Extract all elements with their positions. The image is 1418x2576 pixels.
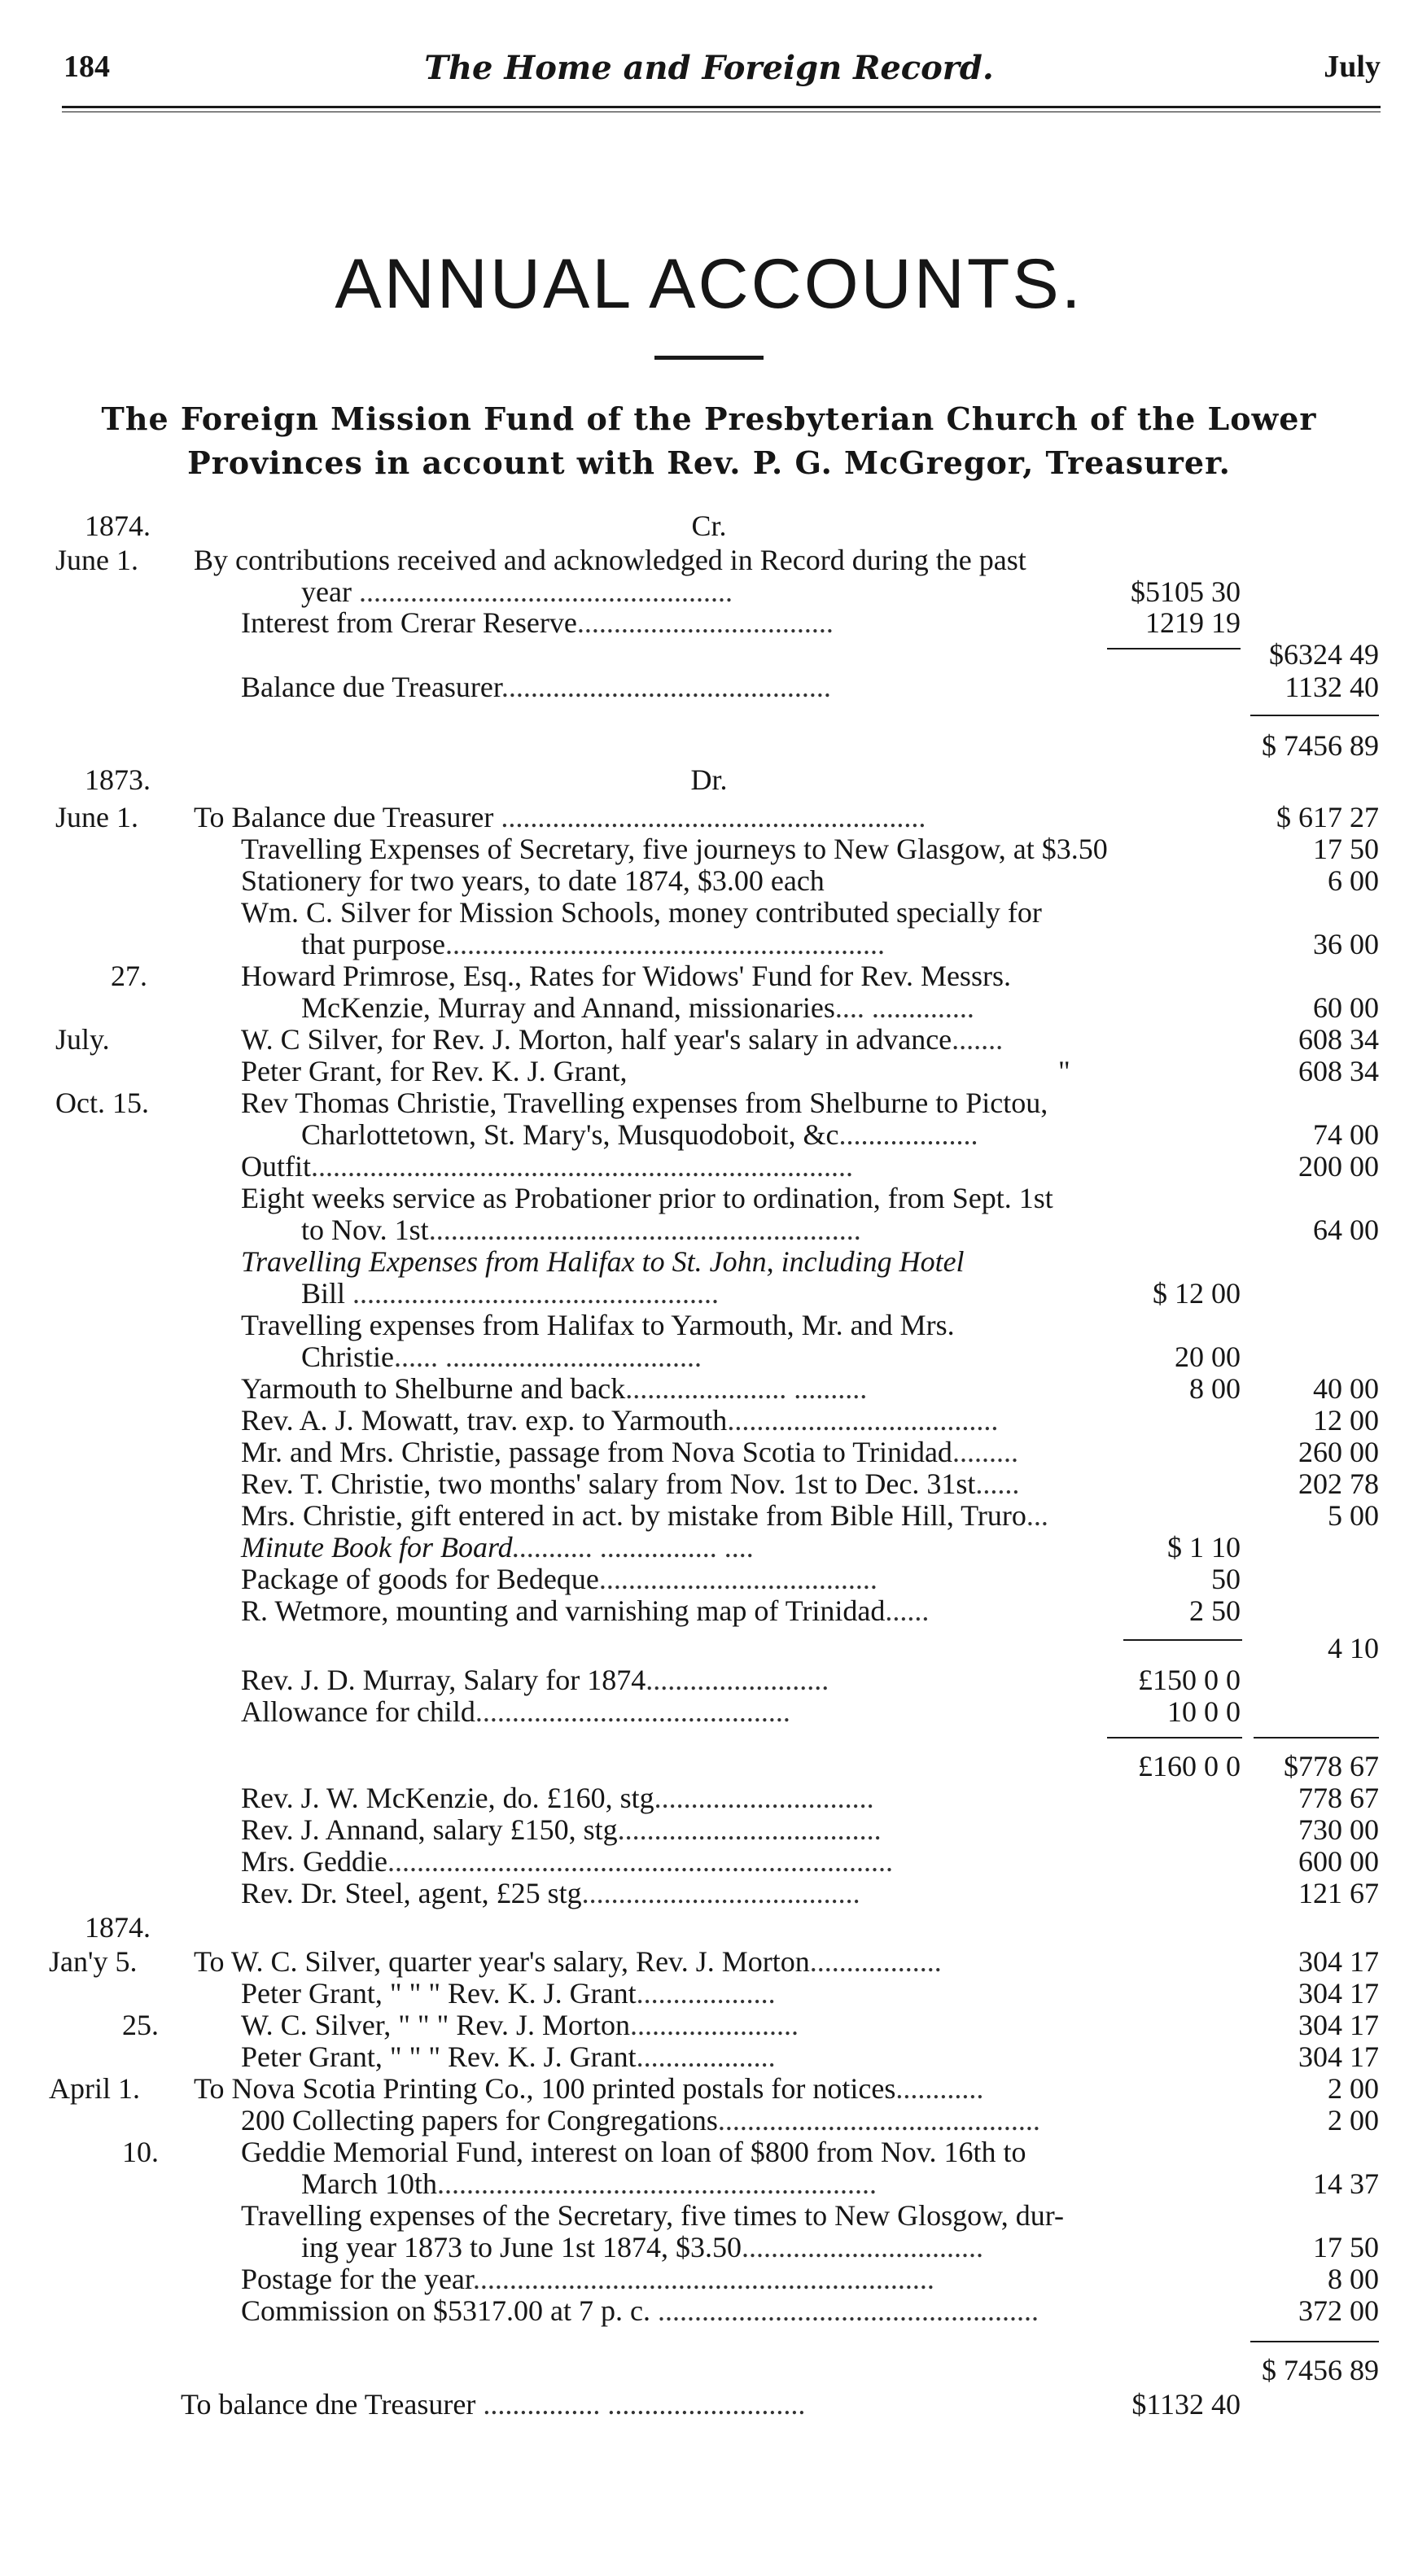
entry-text: Mr. and Mrs. Christie, passage from Nova Scotia to Trinidad......... [241,1436,1018,1468]
account-row [0,991,1418,1024]
entry-text: Christie...... ................................... [301,1340,702,1373]
entry-text: Howard Primrose, Esq., Rates for Widows' Fund for Rev. Messrs. [241,960,1011,992]
entry-text: Rev. J. W. McKenzie, do. £160, stg.............................. [241,1782,874,1814]
entry-text: W. C. Silver, " " " Rev. J. Morton....................... [241,2009,799,2041]
entry-amount: 2 00 [1328,2072,1379,2105]
issue-month: July [1324,50,1381,84]
account-row [0,1372,1418,1405]
account-row [0,1499,1418,1532]
account-row [0,1150,1418,1183]
entry-text: Travelling Expenses from Halifax to St. John, including Hotel [241,1245,965,1278]
journal-title: The Home and Foreign Record. [424,49,994,87]
entry-text: Allowance for child........................................... [241,1695,790,1728]
entry-text: Rev Thomas Christie, Travelling expenses from Shelburne to Pictou, [241,1087,1048,1119]
entry-text: Travelling Expenses of Secretary, five journeys to New Glasgow, at $3.50 [241,833,1108,865]
debit-heading-row [0,763,1418,796]
entry-text: Balance due Treasurer............................................. [241,671,831,703]
account-row [0,1813,1418,1846]
sum-rule [1107,1737,1242,1738]
entry-text: McKenzie, Murray and Annand, missionaries.... .............. [301,991,974,1024]
entry-text: Interest from Crerar Reserve................................... [241,606,834,639]
entry-amount: 10 0 0 [1167,1695,1241,1728]
entry-date: 10. [122,2136,159,2168]
entry-text: Wm. C. Silver for Mission Schools, money contributed specially for [241,896,1042,929]
entry-amount: 121 67 [1298,1877,1379,1909]
page-title: ANNUAL ACCOUNTS. [335,245,1083,323]
credit-total: $ 7456 89 [1262,729,1379,762]
entry-amount: 260 00 [1298,1436,1379,1468]
account-row [0,2072,1418,2105]
account-row [0,1750,1418,1782]
account-row [0,801,1418,833]
account-row [0,1695,1418,1728]
account-row [0,1467,1418,1500]
entry-text: Peter Grant, " " " Rev. K. J. Grant................... [241,2040,776,2073]
subtitle-line-2: Provinces in account with Rev. P. G. McGregor, Treasurer. [187,444,1231,481]
entry-text: Rev. J. D. Murray, Salary for 1874......................... [241,1664,829,1696]
entry-text: Yarmouth to Shelburne and back...................... .......... [241,1372,868,1405]
entry-text: To W. C. Silver, quarter year's salary, Rev. J. Morton.................. [194,1945,942,1978]
entry-text: Geddie Memorial Fund, interest on loan of $800 from Nov. 16th to [241,2136,1026,2168]
entry-year: 1874. [85,1911,151,1944]
entry-amount: 17 50 [1313,2231,1379,2263]
account-row [0,1436,1418,1468]
entry-date: June 1. [55,544,138,576]
account-row [0,1632,1418,1664]
account-row [0,1340,1418,1373]
account-row [0,833,1418,865]
entry-text: To Nova Scotia Printing Co., 100 printed postals for notices............ [194,2072,984,2105]
debit-year: 1873. [85,763,151,796]
entry-text: March 10th............................................................ [301,2167,877,2200]
entry-date: April 1. [49,2072,140,2105]
entry-amount: 40 00 [1313,1372,1379,1405]
entry-date: June 1. [55,801,138,833]
entry-amount: 6 00 [1328,864,1379,897]
entry-text: To Balance due Treasurer .......................................................... [194,801,926,833]
entry-date: 25. [122,2009,159,2041]
entry-text: Peter Grant, " " " Rev. K. J. Grant................... [241,1977,776,2010]
entry-amount: $5105 30 [1131,575,1241,608]
credit-year: 1874. [85,510,151,542]
entry-date: July. [55,1023,110,1056]
entry-text: Stationery for two years, to date 1874, $3.00 each [241,864,825,897]
year-row [0,1911,1418,1944]
entry-text: Outfit.......................................................................... [241,1150,853,1183]
entry-amount: 304 17 [1298,2009,1379,2041]
page-number: 184 [63,50,110,84]
entry-amount: $ 1 10 [1167,1531,1241,1564]
entry-text: Package of goods for Bedeque...................................... [241,1563,877,1595]
entry-text: Travelling expenses from Halifax to Yarmouth, Mr. and Mrs. [241,1309,955,1341]
entry-amount: 8 00 [1328,2263,1379,2295]
entry-amount: 12 00 [1313,1404,1379,1437]
account-row [0,544,1418,576]
account-row [0,2040,1418,2073]
account-row [0,1277,1418,1310]
account-row [0,575,1418,608]
account-row [0,1845,1418,1878]
entry-text: Commission on $5317.00 at 7 p. c. .................................................... [241,2294,1039,2327]
account-row [0,2136,1418,2168]
sum-rule [1250,2341,1379,2342]
credit-heading-row [0,510,1418,542]
entry-amount: 730 00 [1298,1813,1379,1846]
account-row [0,928,1418,960]
entry-text: By contributions received and acknowledged in Record during the past [194,544,1026,576]
entry-amount: 4 10 [1328,1632,1379,1664]
account-row [0,2388,1418,2421]
entry-amount: $1132 40 [1131,2388,1241,2421]
account-row [0,1945,1418,1978]
account-row [0,729,1418,762]
account-row [0,1531,1418,1564]
entry-amount: 8 00 [1189,1372,1241,1405]
account-row [0,1664,1418,1696]
entry-amount: $6324 49 [1269,638,1379,671]
entry-amount: 200 00 [1298,1150,1379,1183]
entry-text: Eight weeks service as Probationer prior to ordination, from Sept. 1st [241,1182,1053,1214]
entry-text: Rev. J. Annand, salary £150, stg.................................... [241,1813,882,1846]
account-row [0,1594,1418,1627]
account-row [0,1877,1418,1909]
entry-amount: 2 00 [1328,2104,1379,2136]
entry-amount: 20 00 [1175,1340,1241,1373]
entry-amount: 5 00 [1328,1499,1379,1532]
entry-amount: 202 78 [1298,1467,1379,1500]
entry-amount: £150 0 0 [1138,1664,1241,1696]
account-row [0,864,1418,897]
entry-text: year ................................................... [301,575,733,608]
entry-text: Mrs. Christie, gift entered in act. by mistake from Bible Hill, Truro... [241,1499,1048,1532]
entry-text: Rev. A. J. Mowatt, trav. exp. to Yarmouth..................................... [241,1404,999,1437]
entry-text: Postage for the year............................................................... [241,2263,934,2295]
account-row [0,1563,1418,1595]
account-row [0,1404,1418,1437]
account-row [0,638,1418,671]
entry-amount: 608 34 [1298,1023,1379,1056]
entry-amount: $ 12 00 [1153,1277,1241,1310]
account-row [0,1118,1418,1151]
entry-amount: 36 00 [1313,928,1379,960]
entry-text: ing year 1873 to June 1st 1874, $3.50................................. [301,2231,983,2263]
entry-amount: 600 00 [1298,1845,1379,1878]
entry-amount: 74 00 [1313,1118,1379,1151]
account-row [0,1087,1418,1119]
account-row [0,1182,1418,1214]
entry-text: Rev. Dr. Steel, agent, £25 stg...................................... [241,1877,860,1909]
account-row [0,606,1418,639]
entry-amount: 1219 19 [1145,606,1241,639]
entry-text: Rev. T. Christie, two months' salary from Nov. 1st to Dec. 31st...... [241,1467,1020,1500]
entry-text: 200 Collecting papers for Congregations............................................ [241,2104,1040,2136]
debit-heading: Dr. [690,763,728,796]
entry-amount: $778 67 [1284,1750,1379,1782]
entry-text: R. Wetmore, mounting and varnishing map of Trinidad...... [241,1594,930,1627]
account-row [0,2231,1418,2263]
entry-amount: 304 17 [1298,1977,1379,2010]
title-rule [654,356,764,360]
entry-text: Mrs. Geddie..................................................................... [241,1845,893,1878]
entry-amount: 2 50 [1189,1594,1241,1627]
credit-heading: Cr. [691,510,727,542]
entry-amount: 304 17 [1298,1945,1379,1978]
account-row [0,1245,1418,1278]
account-row [0,1782,1418,1814]
account-row [0,671,1418,703]
account-row [0,1214,1418,1246]
sum-rule [1250,715,1379,716]
entry-text: that purpose............................................................ [301,928,885,960]
entry-amount: $ 617 27 [1276,801,1379,833]
entry-amount: £160 0 0 [1138,1750,1241,1782]
entry-text: To balance dne Treasurer ................ ........................... [181,2388,806,2421]
entry-amount: 608 34 [1298,1055,1379,1087]
entry-amount: 14 37 [1313,2167,1379,2200]
entry-amount: 304 17 [1298,2040,1379,2073]
account-row [0,2199,1418,2232]
entry-date: 27. [111,960,147,992]
subtitle-line-1: The Foreign Mission Fund of the Presbyterian Church of the Lower [101,400,1317,437]
account-row [0,2294,1418,2327]
entry-text: W. C Silver, for Rev. J. Morton, half year's salary in advance....... [241,1023,1004,1056]
account-row [0,960,1418,992]
entry-text: Minute Book for Board........... ................ .... [241,1531,755,1564]
entry-text: to Nov. 1st........................................................... [301,1214,861,1246]
account-row [0,1023,1418,1056]
sum-rule [1254,1737,1379,1738]
account-row [0,2167,1418,2200]
account-row [0,1977,1418,2010]
account-row [0,2104,1418,2136]
entry-text: Bill .................................................. [301,1277,720,1310]
entry-amount: 60 00 [1313,991,1379,1024]
ditto-mark: " [1058,1055,1070,1087]
account-row [0,2354,1418,2386]
entry-text: Charlottetown, St. Mary's, Musquodoboit, &c................... [301,1118,978,1151]
entry-amount: 778 67 [1298,1782,1379,1814]
debit-total: $ 7456 89 [1262,2354,1379,2386]
entry-amount: 50 [1211,1563,1241,1595]
entry-amount: 64 00 [1313,1214,1379,1246]
account-row [0,1309,1418,1341]
entry-amount: 372 00 [1298,2294,1379,2327]
entry-date: Jan'y 5. [49,1945,138,1978]
entry-text: Peter Grant, for Rev. K. J. Grant, [241,1055,628,1087]
account-row [0,896,1418,929]
header-rule [62,106,1381,108]
entry-text: Travelling expenses of the Secretary, five times to New Glosgow, dur- [241,2199,1065,2232]
entry-date: Oct. 15. [55,1087,149,1119]
account-row [0,2009,1418,2041]
account-row [0,2263,1418,2295]
entry-amount: 17 50 [1313,833,1379,865]
account-row [0,1055,1418,1087]
entry-amount: 1132 40 [1285,671,1379,703]
